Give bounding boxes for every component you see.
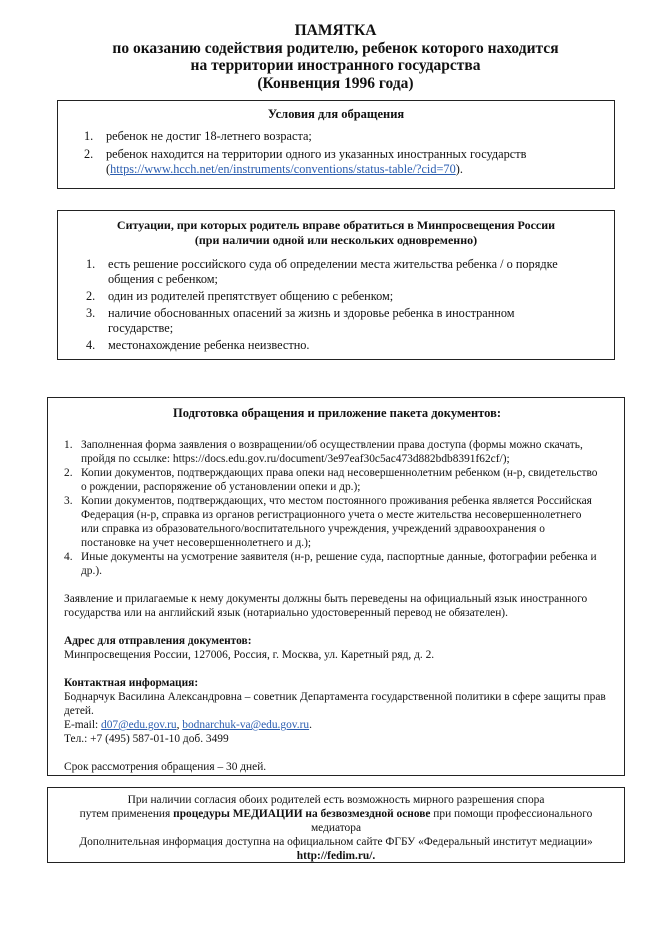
item-text: Заполненная форма заявления о возвращении/об осуществлении права доступа (формы можно скачать, пройдя по ссылке: https://docs.edu.gov.ru/document/3e97eaf30c5ac473d882bdb8391f62cf/);: [81, 439, 583, 465]
item-number: 1.: [84, 129, 94, 143]
item-number: 1.: [86, 257, 96, 271]
mediation-line: Дополнительная информация доступна на официальном сайте ФГБУ «Федеральный институт медиации»: [79, 836, 593, 848]
list-item: [84, 129, 594, 144]
list-item: [86, 338, 574, 353]
contact-heading: Контактная информация:: [64, 677, 199, 689]
list-item: [64, 550, 600, 578]
item-number: 3.: [64, 495, 73, 507]
email-label: E-mail:: [64, 719, 102, 731]
email-link-bodnarchuk[interactable]: bodnarchuk-va@edu.gov.ru: [182, 719, 310, 731]
item-number: 4.: [86, 338, 96, 352]
email-line: E-mail: d07@edu.gov.ru, bodnarchuk-va@edu.gov.ru.: [64, 719, 312, 731]
situations-box: [57, 210, 615, 360]
list-item: [64, 466, 600, 494]
situations-subheading: (при наличии одной или нескольких одновременно): [194, 233, 478, 247]
phone: Тел.: +7 (495) 587-01-10 доб. 3499: [64, 733, 229, 745]
item-number: 2.: [64, 467, 73, 479]
item-number: 2.: [86, 289, 96, 303]
title-line: ПАМЯТКА: [294, 22, 377, 39]
preparation-box: [47, 397, 625, 776]
item-number: 2.: [84, 147, 94, 161]
item-text: ребенок находится на территории одного из указанных иностранных государств: [106, 147, 527, 161]
list-item: [86, 257, 574, 287]
title-line: на территории иностранного государства: [190, 57, 481, 74]
item-text: наличие обоснованных опасений за жизнь и здоровье ребенка в иностранном государстве;: [108, 306, 515, 335]
item-text: ребенок не достиг 18-летнего возраста;: [106, 129, 312, 143]
address: Минпросвещения России, 127006, Россия, г. Москва, ул. Каретный ряд, д. 2.: [64, 649, 435, 661]
page-title: [0, 22, 671, 92]
item-text: один из родителей препятствует общению с ребенком;: [108, 289, 394, 303]
mediation-line: [56, 807, 616, 835]
title-line: (Конвенция 1996 года): [257, 74, 414, 92]
preparation-heading: Подготовка обращения и приложение пакета документов:: [172, 406, 502, 420]
mediation-emphasis: процедуры МЕДИАЦИИ на безвозмездной основе: [173, 808, 431, 820]
list-item: [64, 494, 600, 550]
item-text: Копии документов, подтверждающих, что местом постоянного проживания ребенка является Российская Федерация (н-р, справка из органов регистрационного учета о месте жительства несовершеннолетнего или справка из образовательного/воспитательного учреждения, учреждений здравоохранения о постановке на учет несовершеннолетнего и д.);: [81, 495, 592, 549]
list-item: [86, 306, 574, 336]
address-heading: Адрес для отправления документов:: [64, 635, 252, 647]
item-text: есть решение российского суда об определении места жительства ребенка / о порядке общения с ребенком;: [108, 257, 558, 286]
review-term: Срок рассмотрения обращения – 30 дней.: [64, 761, 267, 773]
mediation-box: [47, 787, 625, 863]
list-item: [64, 438, 600, 466]
item-number: 3.: [86, 306, 96, 320]
item-text: местонахождение ребенка неизвестно.: [108, 338, 310, 352]
conditions-box: [57, 100, 615, 189]
text: при помощи профессионального медиатора: [310, 808, 593, 834]
list-item: [86, 289, 574, 304]
text: путем применения: [79, 808, 174, 820]
hcch-link[interactable]: https://www.hcch.net/en/instruments/conventions/status-table/?cid=70: [110, 162, 456, 176]
conditions-heading: Условия для обращения: [267, 107, 405, 121]
item-text: Копии документов, подтверждающих права опеки над несовершеннолетним ребенком (н-р, свидетельство о рождении, распоряжение об установлении опеки и др.);: [81, 467, 598, 493]
list-item: 2. ребенок находится на территории одного из указанных иностранных государств (https://www.hcch.net/en/instruments/conventions/status-table/?cid=70).: [84, 147, 527, 176]
email-link-d07[interactable]: d07@edu.gov.ru: [101, 719, 177, 731]
title-line: по оказанию содействия родителю, ребенок которого находится: [112, 39, 559, 57]
contact-person: Боднарчук Василина Александровна – советник Департамента государственной политики в сфере защиты прав детей.: [64, 691, 606, 717]
mediation-line: При наличии согласия обоих родителей есть возможность мирного разрешения спора: [127, 794, 545, 806]
item-number: 1.: [64, 439, 73, 451]
situations-heading: Ситуации, при которых родитель вправе обратиться в Минпросвещения России: [116, 218, 556, 232]
translation-note: Заявление и прилагаемые к нему документы должны быть переведены на официальный язык иностранного государства или на английский язык (нотариально удостоверенный перевод не обязателен).: [64, 593, 588, 619]
fedim-link[interactable]: http://fedim.ru/.: [296, 850, 376, 862]
item-number: 4.: [64, 551, 73, 563]
item-text: ).: [455, 162, 463, 176]
item-text: Иные документы на усмотрение заявителя (н-р, решение суда, паспортные данные, фотографии ребенка и др.).: [81, 551, 597, 577]
